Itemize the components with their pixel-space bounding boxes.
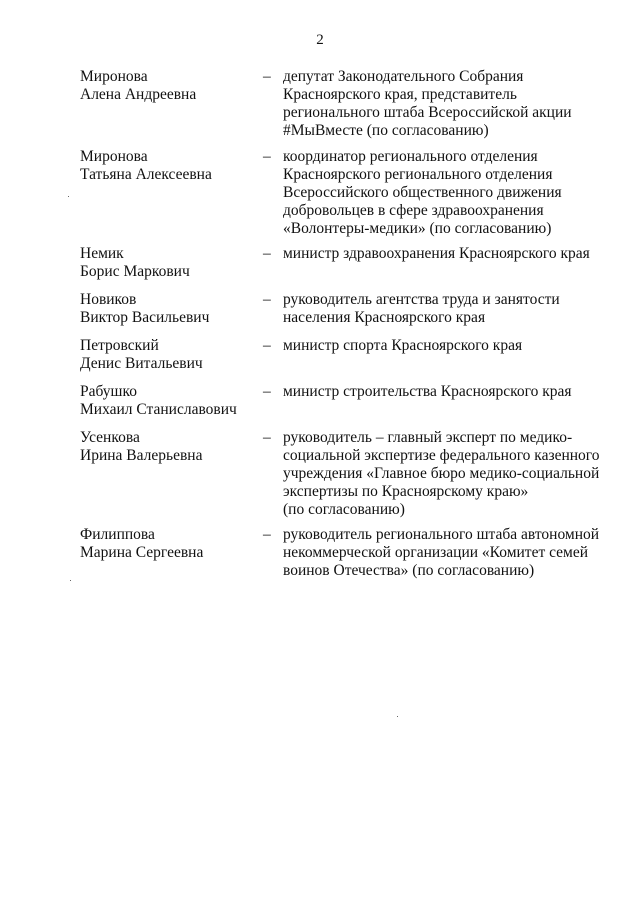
member-dash: – [263,337,271,354]
member-name: Усенкова Ирина Валерьевна [80,429,203,464]
member-role: министр спорта Красноярского края [283,337,523,354]
member-dash: – [263,68,271,85]
member-role: руководитель – главный эксперт по медико- социальной экспертизе федерального казенного учреждения «Главное бюро медико-социальной экспертизы по Красноярскому краю» (по согласованию) [283,429,600,518]
member-dash: – [263,526,271,543]
member-role: министр здравоохранения Красноярского края [283,245,590,262]
member-name: Петровский Денис Витальевич [80,337,203,372]
member-name: Миронова Татьяна Алексеевна [80,148,212,183]
page-number: 2 [316,32,324,48]
member-name: Новиков Виктор Васильевич [80,291,210,326]
member-role: депутат Законодательного Собрания Красноярского края, представитель регионального штаба Всероссийской акции #МыВместе (по согласованию) [283,68,572,139]
scan-speck [397,716,398,717]
member-name: Рабушко Михаил Станиславович [80,383,237,418]
member-dash: – [263,245,271,262]
member-name: Немик Борис Маркович [80,245,190,280]
member-name: Филиппова Марина Сергеевна [80,526,204,561]
member-role: руководитель агентства труда и занятости населения Красноярского края [283,291,560,326]
scan-speck [70,580,71,581]
scan-speck [68,196,69,197]
member-dash: – [263,148,271,165]
member-dash: – [263,291,271,308]
member-role: руководитель регионального штаба автономной некоммерческой организации «Комитет семей воинов Отечества» (по согласованию) [283,526,600,579]
member-role: координатор регионального отделения Красноярского регионального отделения Всероссийского общественного движения добровольцев в сфере здравоохранения «Волонтеры-медики» (по согласованию) [283,148,562,237]
member-role: министр строительства Красноярского края [283,383,572,400]
member-name: Миронова Алена Андреевна [80,68,197,103]
member-dash: – [263,429,271,446]
member-dash: – [263,383,271,400]
